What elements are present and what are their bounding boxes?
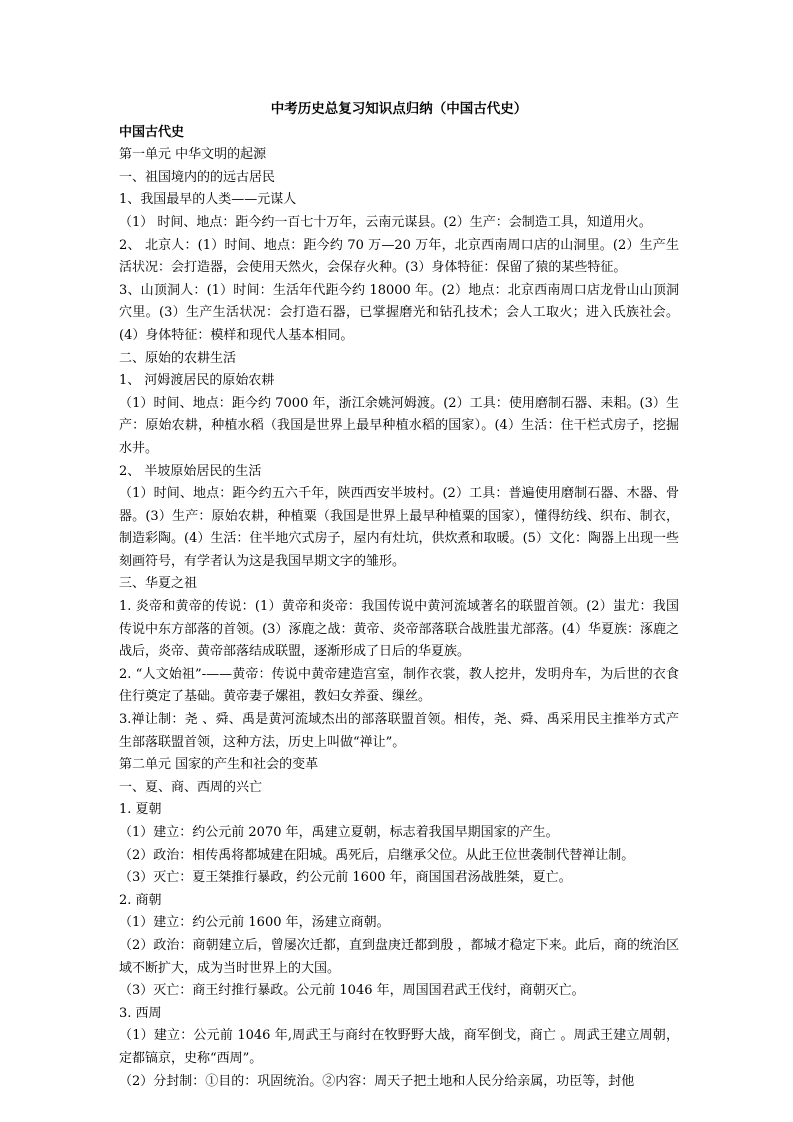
paragraph: 二、原始的农耕生活	[119, 350, 237, 366]
paragraph: 2. “人文始祖”-——黄帝：传说中黄帝建造宫室，制作衣裳，教人挖井，发明舟车，为后世的衣食住行奠定了基础。黄帝妻子嫘祖，教妇女养蚕、缫丝。	[119, 666, 679, 705]
paragraph: 1. 炎帝和黄帝的传说：(1）黄帝和炎帝：我国传说中黄河流域著名的联盟首领。(2）蚩尤：我国传说中东方部落的首领。(3）涿鹿之战：黄帝、炎帝部落联合战胜蚩尤部落。(4）华夏族：涿鹿之战后，炎帝、黄帝部落结成联盟，逐渐形成了日后的华夏族。	[119, 599, 679, 660]
document-body	[119, 144, 679, 1093]
paragraph: 三、华夏之祖	[119, 576, 198, 592]
paragraph: 3、山顶洞人：(1）时间：生活年代距今约 18000 年。(2）地点：北京西南周口店龙骨山山顶洞穴里。(3）生产生活状况：会打造石器，已掌握磨光和钻孔技术；会人工取火；进入氏族社会。(4）身体特征：模样和现代人基本相同。	[119, 282, 679, 343]
paragraph: 1、 河姆渡居民的原始农耕	[119, 373, 275, 389]
paragraph: （1）时间、地点：距今约五六千年，陕西西安半坡村。(2）工具：普遍使用磨制石器、木器、骨器。(3）生产：原始农耕，种植粟（我国是世界上最早种植粟的国家），懂得纺线、织布、制衣，制造彩陶。(4）生活：住半地穴式房子，屋内有灶坑，供炊煮和取暖。(5）文化：陶器上出现一些刻画符号，有学者认为这是我国早期文字的雏形。	[119, 486, 679, 569]
paragraph: 2、 北京人：(1）时间、地点：距今约 70 万—20 万年，北京西南周口店的山洞里。(2）生产生活状况：会打造器，会使用天然火，会保存火种。(3）身体特征：保留了猿的某些特征。	[119, 237, 679, 276]
paragraph: （3）灭亡：商王纣推行暴政。公元前 1046 年，周国国君武王伐纣，商朝灭亡。	[119, 983, 585, 999]
paragraph: 一、夏、商、西周的兴亡	[119, 779, 263, 795]
document-page	[119, 98, 679, 1093]
paragraph: （1）建立：约公元前 1600 年，汤建立商朝。	[119, 915, 390, 931]
paragraph: （1）建立：公元前 1046 年,周武王与商纣在牧野野大战，商军倒戈，商亡 。周武王建立周朝，定都镐京，史称“西周”。	[119, 1028, 679, 1066]
paragraph: （1） 时间、地点：距今约一百七十万年，云南元谋县。(2）生产：会制造工具，知道用火。	[119, 214, 652, 230]
paragraph: （2）政治：商朝建立后，曾屡次迁都，直到盘庚迁都到殷 ，都城才稳定下来。此后，商的统治区域不断扩大，成为当时世界上的大国。	[119, 937, 679, 976]
paragraph: 第二单元 国家的产生和社会的变革	[119, 757, 319, 773]
paragraph: （2）政治：相传禹将都城建在阳城。禹死后，启继承父位。从此王位世袭制代替禅让制。	[119, 847, 635, 863]
paragraph: （1）建立：约公元前 2070 年，禹建立夏朝，标志着我国早期国家的产生。	[119, 825, 559, 840]
paragraph: 2、 半坡原始居民的生活	[119, 463, 262, 479]
paragraph: （3）灭亡：夏王桀推行暴政，约公元前 1600 年，商国国君汤战胜桀，夏亡。	[119, 870, 572, 886]
paragraph: （2）分封制：①目的：巩固统治。②内容：周天子把土地和人民分给亲属，功臣等，封他	[119, 1073, 635, 1089]
paragraph: 3.禅让制：尧 、舜、禹是黄河流域杰出的部落联盟首领。相传，尧、舜、禹采用民主推举方式产生部落联盟首领，这种方法，历史上叫做“禅让”。	[119, 712, 679, 750]
paragraph: 2. 商朝	[119, 892, 162, 908]
paragraph: 1、我国最早的人类——元谋人	[119, 192, 297, 208]
paragraph: 一、祖国境内的的远古居民	[119, 169, 276, 185]
paragraph: 3. 西周	[119, 1005, 162, 1021]
document-title: 中考历史总复习知识点归纳（中国古代史）	[270, 101, 528, 117]
section-heading: 中国古代史	[119, 124, 185, 140]
paragraph: 1. 夏朝	[119, 802, 162, 818]
paragraph: （1）时间、地点：距今约 7000 年，浙江余姚河姆渡。(2）工具：使用磨制石器、耒耜。(3）生产：原始农耕，种植水稻（我国是世界上最早种植水稻的国家）。(4）生活：住干栏式房子，挖掘水井。	[119, 395, 679, 456]
paragraph: 第一单元 中华文明的起源	[119, 147, 267, 163]
